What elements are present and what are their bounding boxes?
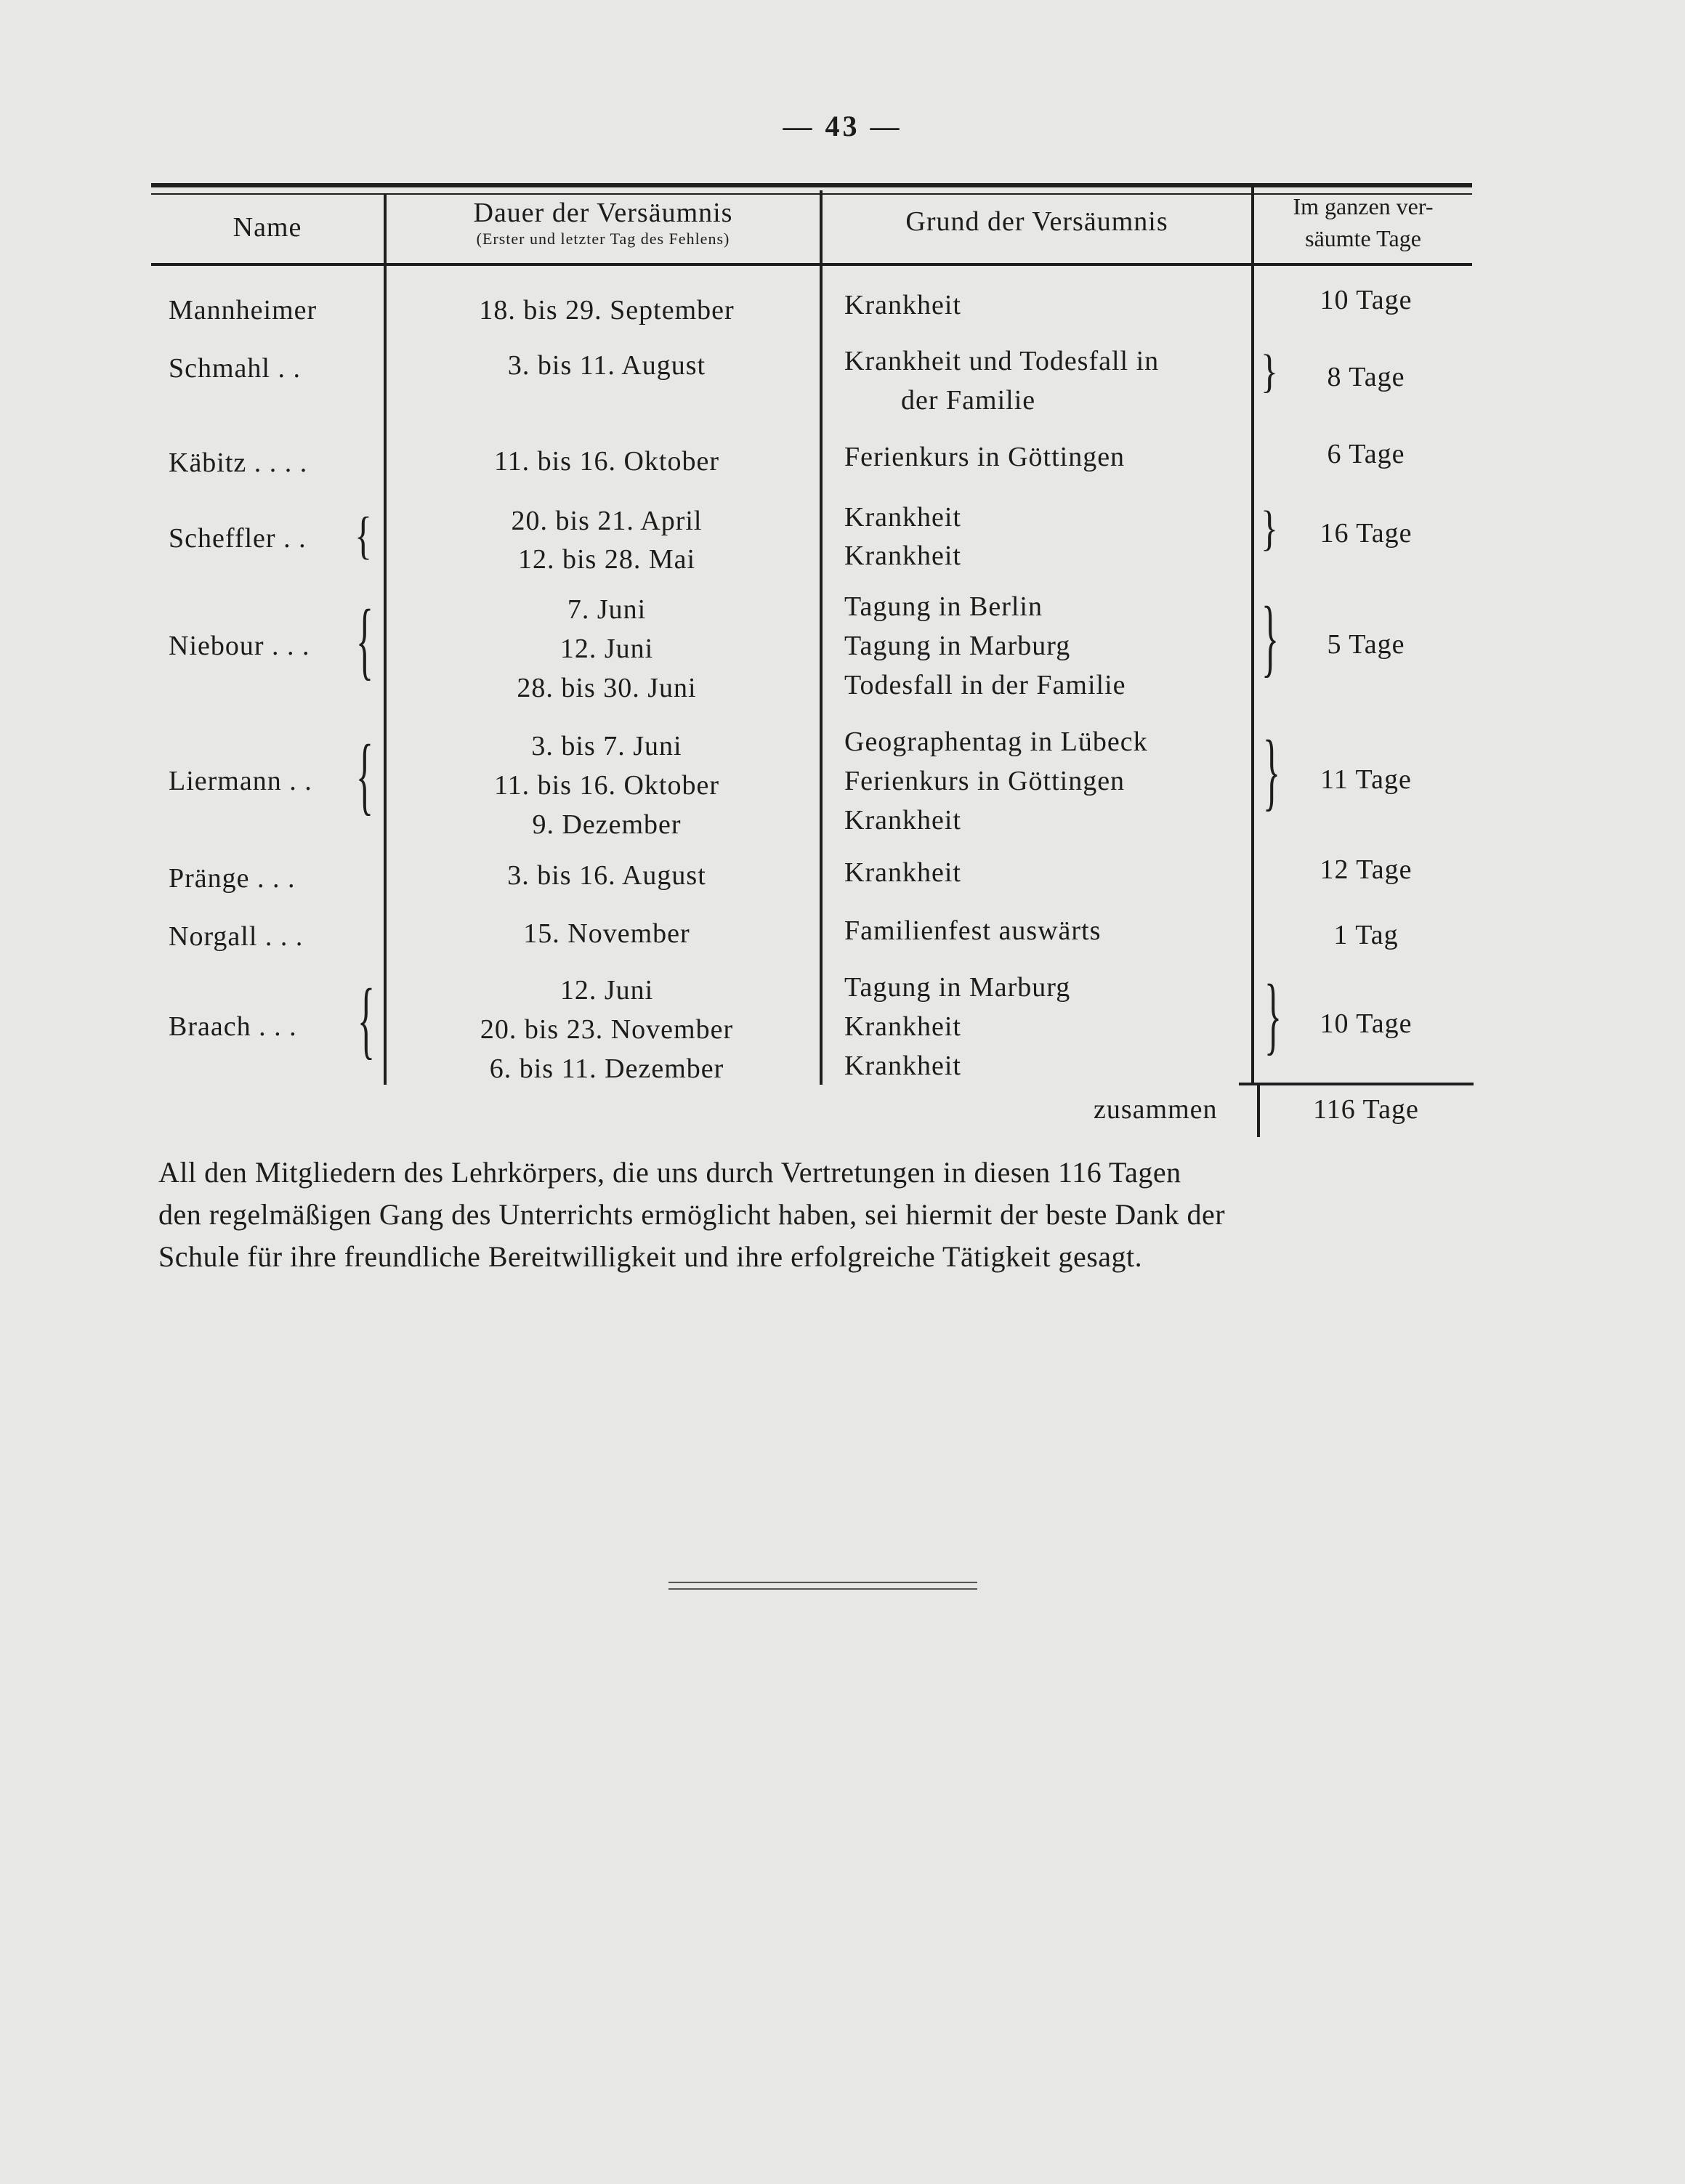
row-duration: 15. November <box>523 918 690 949</box>
row-duration: 3. bis 11. August <box>507 350 706 381</box>
header-name: Name <box>233 212 302 243</box>
row-duration: 6. bis 11. Dezember <box>489 1053 724 1084</box>
column-divider-1 <box>384 195 387 1085</box>
row-total: 12 Tage <box>1320 854 1413 885</box>
row-reason: Krankheit und Todesfall in <box>844 346 1160 376</box>
paragraph-line: den regelmäßigen Gang des Unterrichts ermöglicht haben, sei hiermit der beste Dank der <box>158 1198 1226 1231</box>
column-divider-2 <box>820 190 823 1085</box>
row-reason: der Familie <box>901 385 1036 416</box>
sum-rule <box>1239 1083 1474 1085</box>
row-duration: 20. bis 23. November <box>480 1014 734 1045</box>
brace-right: } <box>1264 965 1282 1064</box>
header-duration <box>387 198 820 248</box>
table-top-rule <box>151 183 1472 187</box>
row-duration: 3. bis 16. August <box>507 860 706 891</box>
row-reason: Tagung in Marburg <box>844 631 1071 661</box>
table-header-rule <box>151 263 1472 266</box>
row-name: Schmahl . . <box>169 353 301 384</box>
brace-right: } <box>1263 721 1280 820</box>
row-reason: Todesfall in der Familie <box>844 670 1126 700</box>
header-duration-subtitle: (Erster und letzter Tag des Fehlens) <box>476 229 730 248</box>
row-name: Käbitz . . . . <box>169 448 308 478</box>
row-reason: Familienfest auswärts <box>844 915 1102 946</box>
brace-right: } <box>1261 587 1279 686</box>
header-total-days-line2: säumte Tage <box>1305 225 1421 251</box>
brace-left: { <box>356 725 373 824</box>
brace-left: { <box>356 590 373 689</box>
row-name: Norgall . . . <box>169 921 304 952</box>
row-duration: 11. bis 16. Oktober <box>494 446 719 477</box>
row-duration: 9. Dezember <box>532 809 682 840</box>
row-reason: Krankheit <box>844 857 961 888</box>
row-reason: Ferienkurs in Göttingen <box>844 442 1126 472</box>
row-total: 11 Tage <box>1320 764 1412 795</box>
row-duration: 12. bis 28. Mai <box>517 544 696 575</box>
row-total: 10 Tage <box>1320 1008 1413 1039</box>
row-total: 5 Tage <box>1327 629 1405 660</box>
row-total: 6 Tage <box>1327 439 1405 469</box>
row-reason: Krankheit <box>844 1051 961 1081</box>
brace-right: } <box>1261 344 1278 397</box>
row-duration: 11. bis 16. Oktober <box>494 770 719 801</box>
row-name: Braach . . . <box>169 1011 297 1042</box>
header-reason: Grund der Versäumnis <box>905 206 1168 237</box>
page-number: — 43 — <box>783 110 902 142</box>
row-duration: 3. bis 7. Juni <box>531 731 682 761</box>
row-name: Liermann . . <box>169 766 312 796</box>
row-duration: 12. Juni <box>559 975 654 1006</box>
header-duration-title: Dauer der Versäumnis <box>473 198 733 228</box>
row-reason: Krankheit <box>844 805 961 836</box>
brace-left: { <box>357 969 375 1068</box>
row-reason: Tagung in Marburg <box>844 972 1071 1003</box>
row-reason: Geographentag in Lübeck <box>844 727 1148 757</box>
brace-right: } <box>1261 500 1278 556</box>
brace-left: { <box>355 505 372 565</box>
row-total: 16 Tage <box>1320 518 1413 549</box>
row-name: Mannheimer <box>169 295 318 325</box>
row-reason: Tagung in Berlin <box>844 591 1043 622</box>
end-separator <box>668 1582 977 1583</box>
row-total: 8 Tage <box>1327 362 1405 392</box>
row-name: Niebour . . . <box>169 631 310 661</box>
sum-label: zusammen <box>1094 1094 1218 1125</box>
row-duration: 7. Juni <box>567 594 647 625</box>
paragraph-line: All den Mitgliedern des Lehrkörpers, die uns durch Vertretungen in diesen 116 Tagen <box>158 1156 1181 1189</box>
paragraph-line: Schule für ihre freundliche Bereitwilligkeit und ihre erfolgreiche Tätigkeit gesagt. <box>158 1240 1143 1273</box>
row-reason: Krankheit <box>844 290 961 320</box>
sum-divider <box>1257 1085 1260 1137</box>
row-reason: Krankheit <box>844 1011 961 1042</box>
column-divider-3 <box>1251 185 1254 1085</box>
header-total-days-line1: Im ganzen ver- <box>1293 193 1434 219</box>
row-total: 1 Tag <box>1333 920 1399 950</box>
row-total: 10 Tage <box>1320 285 1413 315</box>
row-duration: 12. Juni <box>559 634 654 664</box>
row-duration: 18. bis 29. September <box>479 295 735 325</box>
row-name: Scheffler . . <box>169 523 307 554</box>
header-total-days <box>1254 190 1472 254</box>
row-duration: 28. bis 30. Juni <box>517 673 697 703</box>
sum-value: 116 Tage <box>1313 1094 1419 1125</box>
end-separator-second <box>668 1588 977 1590</box>
row-duration: 20. bis 21. April <box>511 506 703 536</box>
row-reason: Ferienkurs in Göttingen <box>844 766 1126 796</box>
row-reason: Krankheit <box>844 502 961 533</box>
row-reason: Krankheit <box>844 541 961 571</box>
row-name: Pränge . . . <box>169 863 296 894</box>
closing-paragraph <box>158 1152 1479 1278</box>
